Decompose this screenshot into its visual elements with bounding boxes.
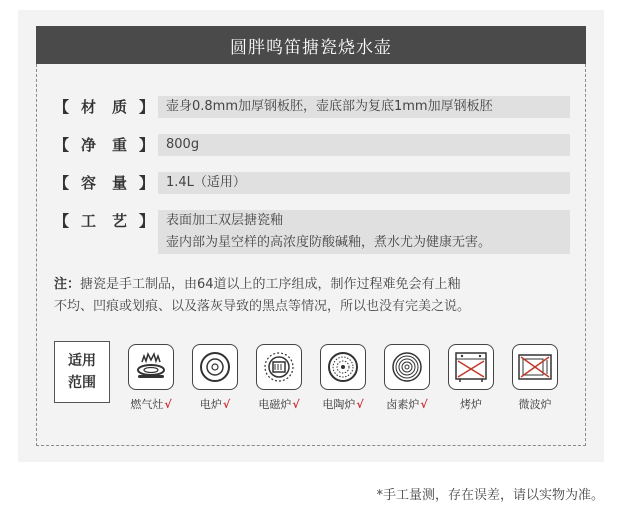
spec-label: 【 材 质 】	[54, 98, 154, 116]
oven-icon	[448, 344, 494, 390]
stove-halogen: 卤素炉√	[380, 344, 434, 412]
spec-row-weight	[54, 134, 200, 155]
halogen-stove-icon	[384, 344, 430, 390]
spec-label: 【 工 艺 】	[54, 212, 154, 230]
note-text: 注：搪瓷是手工制品，由64道以上的工序组成，制作过程难免会有上釉 不均、凹痕或划痕、以及落灰导致的黑点等情况，所以也没有完美之说。	[54, 277, 471, 314]
stove-oven: 烤炉	[444, 344, 498, 412]
electric-stove-icon	[192, 344, 238, 390]
spec-value: 1.4L（适用）	[158, 172, 570, 194]
footer-disclaimer: *手工量测，存在误差，请以实物为准。	[376, 488, 604, 503]
spec-row-material	[54, 96, 493, 117]
spec-label: 【 容 量 】	[54, 174, 154, 192]
page-title: 圆胖鸣笛搪瓷烧水壶	[36, 26, 586, 64]
ceramic-stove-icon	[320, 344, 366, 390]
applicable-range-label: 适用 范围	[54, 341, 110, 403]
spec-value: 800g	[158, 134, 570, 156]
microwave-icon	[512, 344, 558, 390]
spec-dashed-frame	[36, 64, 586, 446]
spec-row-capacity	[54, 172, 246, 193]
induction-cooker-icon	[256, 344, 302, 390]
stove-gas: 燃气灶√	[124, 344, 178, 412]
spec-value: 壶身0.8mm加厚钢板胚，壶底部为复底1mm加厚钢板胚	[158, 96, 570, 118]
stove-microwave: 微波炉	[508, 344, 562, 412]
stove-ceramic: 电陶炉√	[316, 344, 370, 412]
spec-row-craft	[54, 210, 492, 250]
spec-label: 【 净 重 】	[54, 136, 154, 154]
gas-stove-icon	[128, 344, 174, 390]
stove-induction: 电磁炉√	[252, 344, 306, 412]
spec-value: 表面加工双层搪瓷釉 壶内部为星空样的高浓度防酸碱釉，煮水尤为健康无害。	[158, 210, 570, 254]
stove-electric: 电炉√	[188, 344, 242, 412]
